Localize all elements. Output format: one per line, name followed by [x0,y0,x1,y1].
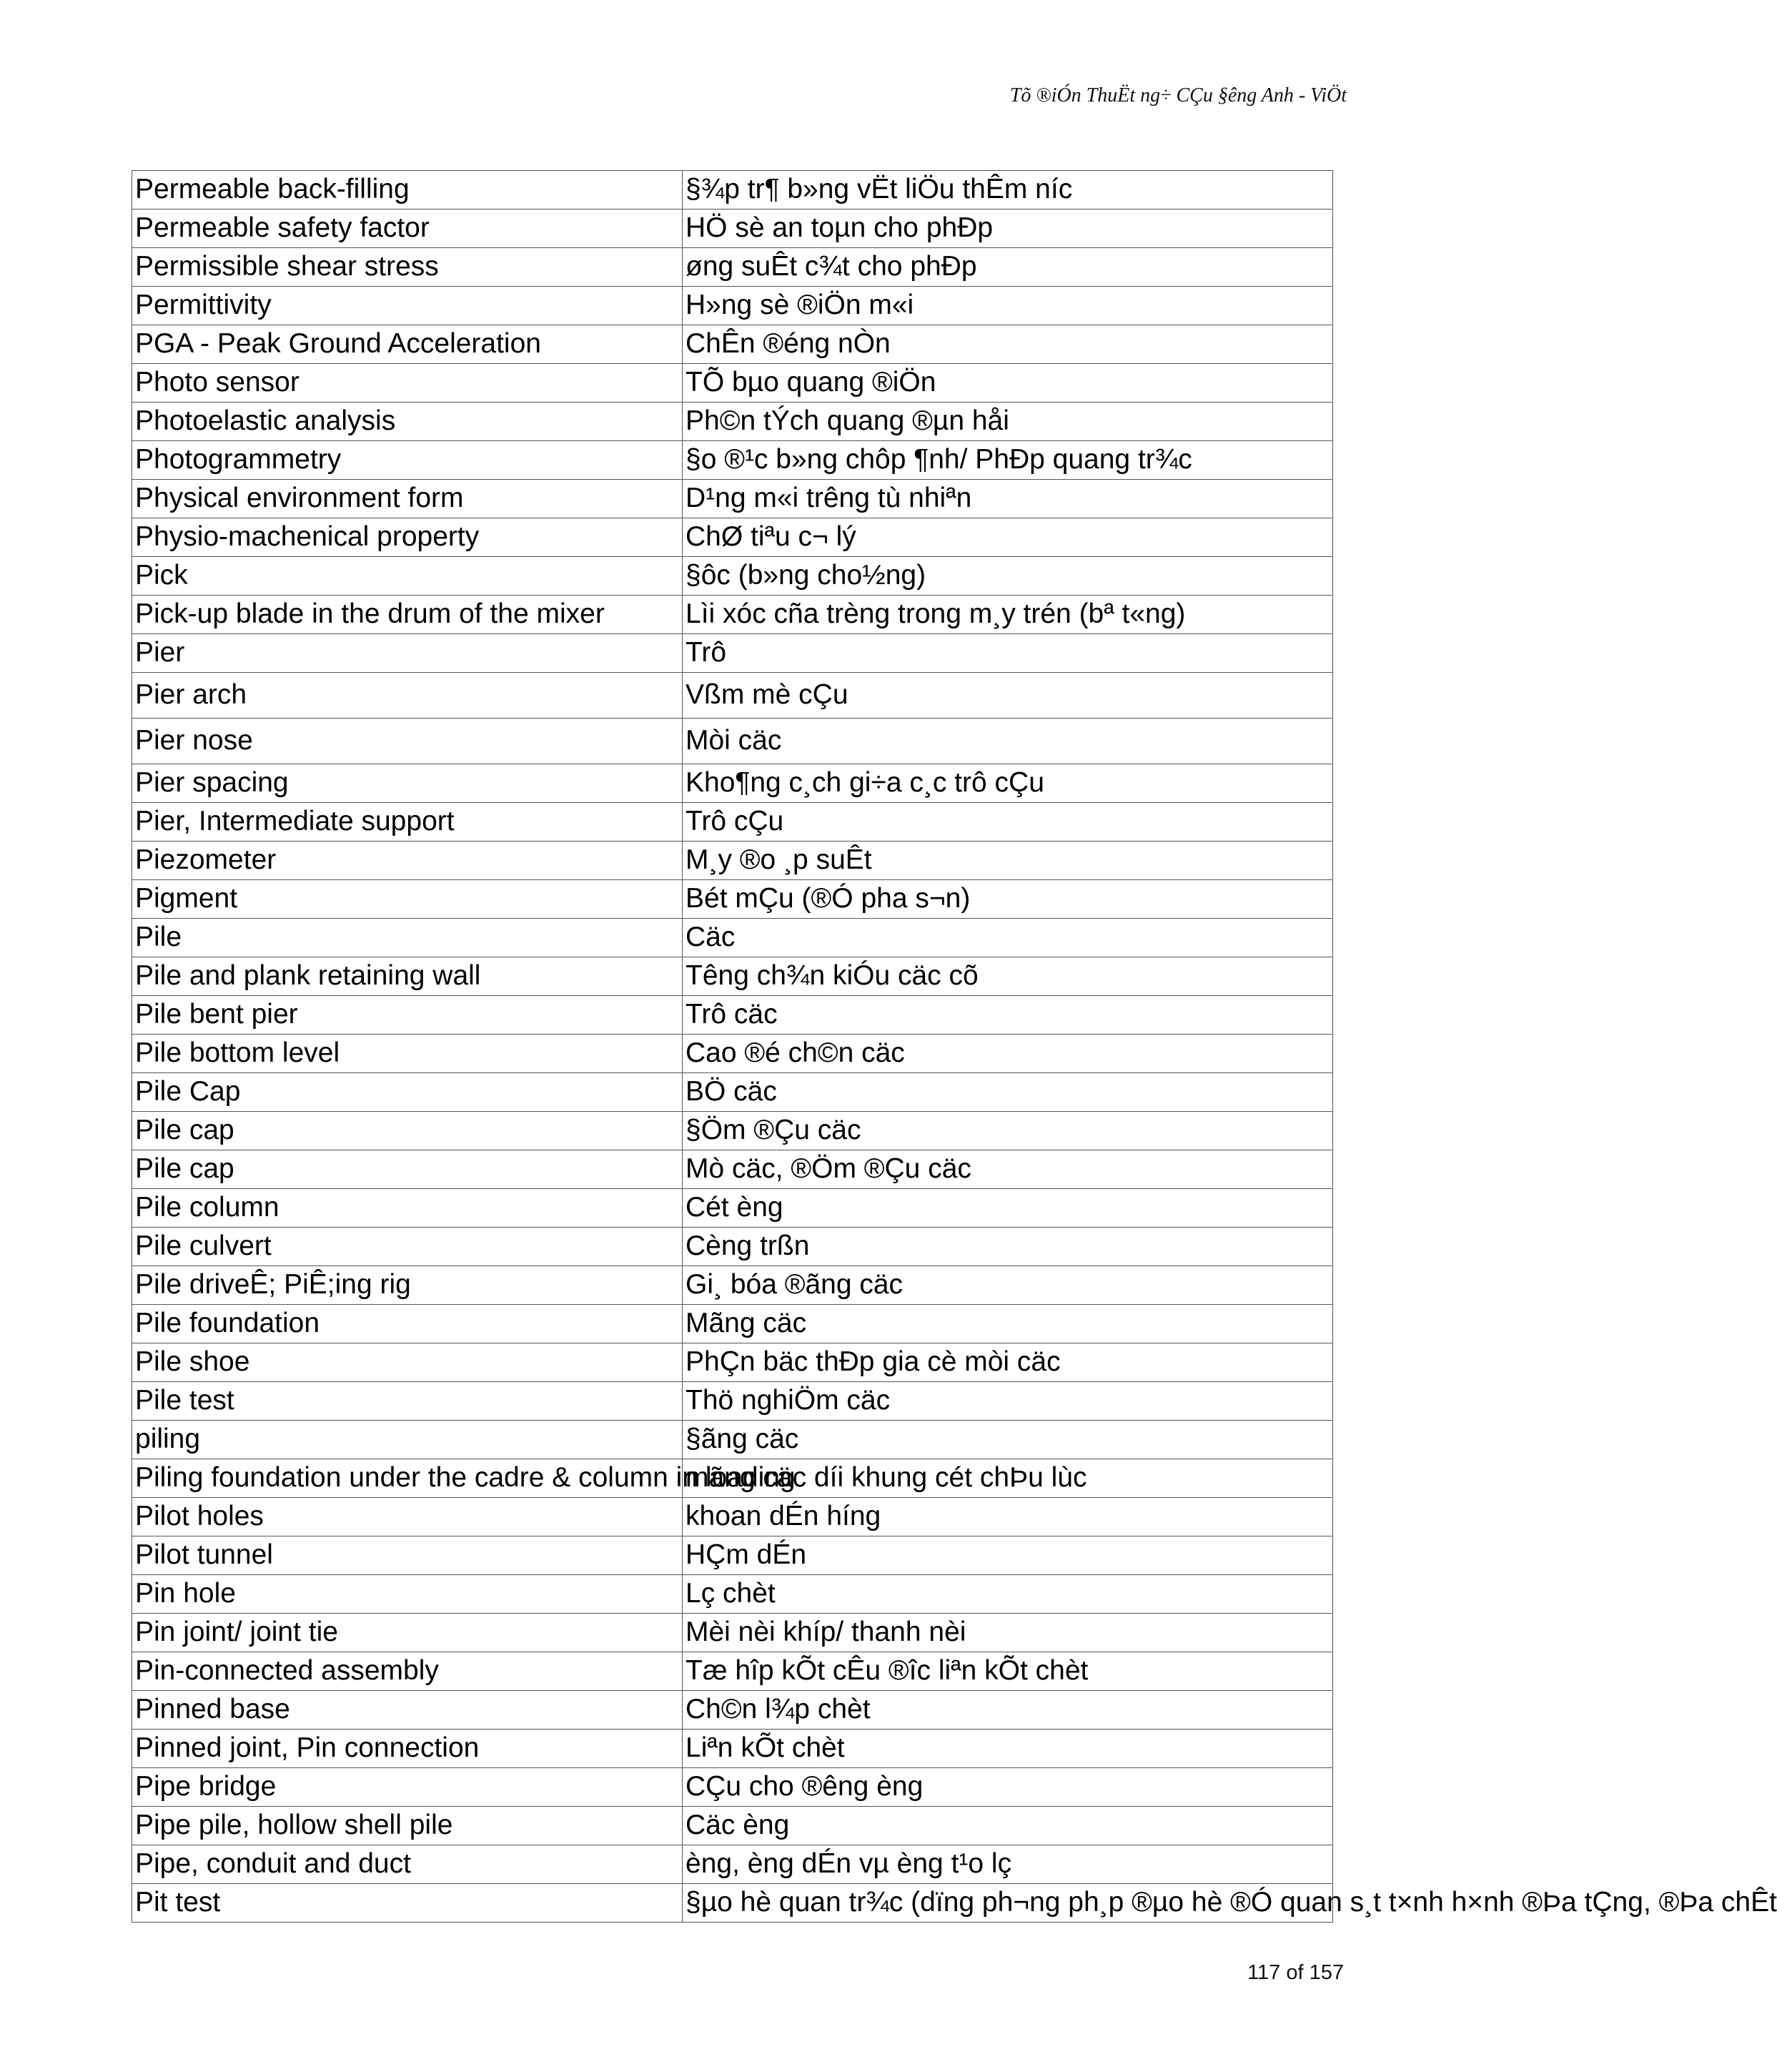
table-row [132,287,1333,325]
table-row [132,518,1333,557]
definition-cell: Trô cÇu [683,803,1333,842]
table-row [132,1807,1333,1845]
term-cell: Pile foundation [132,1305,683,1343]
definition-cell: Cäc èng [683,1807,1333,1845]
term-cell: Pier [132,634,683,673]
definition-cell: §Öm ®Çu cäc [683,1112,1333,1150]
table-row [132,1730,1333,1768]
term-cell: Pile Cap [132,1073,683,1112]
term-cell: Pile cap [132,1150,683,1189]
term-cell: Pile culvert [132,1228,683,1266]
definition-cell: TÕ bµo quang ®iÖn [683,364,1333,403]
table-row [132,842,1333,880]
table-row [132,364,1333,403]
definition-cell: Bét mÇu (®Ó pha s¬n) [683,880,1333,919]
term-cell: Photoelastic analysis [132,403,683,441]
definition-cell: Lìi xóc cña trèng trong m¸y trén (bª t«ng) [683,596,1333,634]
definition-cell: §¾p tr¶ b»ng vËt liÖu thÊm níc [683,171,1333,209]
definition-cell: H»ng sè ®iÖn m«i [683,287,1333,325]
definition-cell: Mòi cäc [683,719,1333,764]
table-row [132,1189,1333,1228]
definition-cell: Liªn kÕt chèt [683,1730,1333,1768]
definition-cell: Têng ch¾n kiÓu cäc cõ [683,957,1333,996]
term-cell: Pinned joint, Pin connection [132,1730,683,1768]
term-cell: Photogrammetry [132,441,683,480]
table-row [132,1150,1333,1189]
glossary-body [132,171,1777,1923]
definition-cell: Trô [683,634,1333,673]
term-cell: Pit test [132,1884,683,1923]
term-cell: Pile column [132,1189,683,1228]
table-row [132,1228,1333,1266]
table-row [132,1498,1333,1536]
table-row [132,596,1333,634]
term-cell: Pipe, conduit and duct [132,1845,683,1884]
definition-cell: D¹ng m«i trêng tù nhiªn [683,480,1333,518]
table-row [132,1845,1333,1884]
table-row [132,1536,1333,1575]
definition-cell: Mèi nèi khíp/ thanh nèi [683,1614,1333,1652]
table-row [132,1652,1333,1691]
table-row [132,803,1333,842]
term-cell: Pile and plank retaining wall [132,957,683,996]
table-row [132,764,1333,803]
term-cell: Pile shoe [132,1343,683,1382]
definition-cell: Cäc [683,919,1333,957]
definition-cell: Gi¸ bóa ®ãng cäc [683,1266,1333,1305]
term-cell: Pipe pile, hollow shell pile [132,1807,683,1845]
term-cell: Permissible shear stress [132,248,683,287]
definition-cell: Thö nghiÖm cäc [683,1382,1333,1421]
term-cell: Permeable safety factor [132,209,683,248]
definition-cell: HÖ sè an toµn cho phÐp [683,209,1333,248]
term-cell: Pin joint/ joint tie [132,1614,683,1652]
term-cell: Physical environment form [132,480,683,518]
table-row [132,1305,1333,1343]
term-cell: Pinned base [132,1691,683,1730]
table-row [132,1768,1333,1807]
table-row [132,441,1333,480]
term-cell: Pick-up blade in the drum of the mixer [132,596,683,634]
definition-cell: §ãng cäc [683,1421,1333,1459]
table-row [132,634,1333,673]
definition-cell: Lç chèt [683,1575,1333,1614]
definition-cell: ChÊn ®éng nÒn [683,325,1333,364]
table-row [132,673,1333,719]
definition-cell: CÇu cho ®êng èng [683,1768,1333,1807]
term-cell: PGA - Peak Ground Acceleration [132,325,683,364]
table-row [132,171,1333,209]
definition-cell: khoan dÉn híng [683,1498,1333,1536]
table-row [132,480,1333,518]
term-cell: Pilot tunnel [132,1536,683,1575]
table-row [132,403,1333,441]
definition-cell: Cét èng [683,1189,1333,1228]
table-row [132,1884,1333,1923]
definition-cell: Trô cäc [683,996,1333,1035]
table-row [132,1614,1333,1652]
table-row [132,719,1333,764]
term-cell: Piling foundation under the cadre & column in loading [132,1459,683,1498]
term-cell: Piezometer [132,842,683,880]
table-row [132,880,1333,919]
definition-cell: ChØ tiªu c¬ lý [683,518,1333,557]
definition-cell: Ph©n tÝch quang ®µn håi [683,403,1333,441]
table-row [132,557,1333,596]
term-cell: Pile [132,919,683,957]
term-cell: Pile bottom level [132,1035,683,1073]
definition-cell: Mãng cäc [683,1305,1333,1343]
term-cell: Permittivity [132,287,683,325]
table-row [132,1035,1333,1073]
table-row [132,1266,1333,1305]
definition-cell: mãng cäc díi khung cét chÞu lùc [683,1459,1333,1498]
table-row [132,1382,1333,1421]
term-cell: Pile driveÊ; PiÊ;ing rig [132,1266,683,1305]
definition-cell: §µo hè quan tr¾c (dïng ph¬ng ph¸p ®µo hè ®Ó quan s¸t t×nh h×nh ®Þa tÇng, ®Þa chÊt [683,1884,1333,1923]
term-cell: Physio-machenical property [132,518,683,557]
term-cell: Pin-connected assembly [132,1652,683,1691]
table-row [132,1421,1333,1459]
term-cell: Pier arch [132,673,683,719]
definition-cell: øng suÊt c¾t cho phÐp [683,248,1333,287]
definition-cell: PhÇn bäc thÐp gia cè mòi cäc [683,1343,1333,1382]
term-cell: Pick [132,557,683,596]
table-row [132,248,1333,287]
definition-cell: Cao ®é ch©n cäc [683,1035,1333,1073]
term-cell: Pigment [132,880,683,919]
definition-cell: Ch©n l¾p chèt [683,1691,1333,1730]
definition-cell: Vßm mè cÇu [683,673,1333,719]
table-row [132,1459,1333,1498]
definition-cell: §ôc (b»ng cho½ng) [683,557,1333,596]
definition-cell: Mò cäc, ®Öm ®Çu cäc [683,1150,1333,1189]
term-cell: Pier nose [132,719,683,764]
table-row [132,1343,1333,1382]
glossary-table [132,170,1777,1923]
table-row [132,1691,1333,1730]
definition-cell: HÇm dÉn [683,1536,1333,1575]
term-cell: Pier, Intermediate support [132,803,683,842]
table-row [132,957,1333,996]
definition-cell: M¸y ®o ¸p suÊt [683,842,1333,880]
term-cell: Pilot holes [132,1498,683,1536]
table-row [132,209,1333,248]
definition-cell: Kho¶ng c¸ch gi÷a c¸c trô cÇu [683,764,1333,803]
table-row [132,996,1333,1035]
page-header: Tõ ®iÓn ThuËt ng÷ CÇu §êng Anh - ViÖt [1009,84,1347,107]
table-row [132,919,1333,957]
term-cell: Permeable back-filling [132,171,683,209]
page-number: 117 of 157 [1247,1961,1344,1984]
table-row [132,1575,1333,1614]
table-row [132,1073,1333,1112]
term-cell: Pier spacing [132,764,683,803]
term-cell: Pile bent pier [132,996,683,1035]
definition-cell: èng, èng dÉn vµ èng t¹o lç [683,1845,1333,1884]
term-cell: Pipe bridge [132,1768,683,1807]
term-cell: piling [132,1421,683,1459]
table-row [132,1112,1333,1150]
definition-cell: §o ®¹c b»ng chôp ¶nh/ PhÐp quang tr¾c [683,441,1333,480]
term-cell: Photo sensor [132,364,683,403]
term-cell: Pile cap [132,1112,683,1150]
term-cell: Pin hole [132,1575,683,1614]
definition-cell: Cèng trßn [683,1228,1333,1266]
definition-cell: BÖ cäc [683,1073,1333,1112]
term-cell: Pile test [132,1382,683,1421]
definition-cell: Tæ hîp kÕt cÊu ®îc liªn kÕt chèt [683,1652,1333,1691]
table-row [132,325,1333,364]
